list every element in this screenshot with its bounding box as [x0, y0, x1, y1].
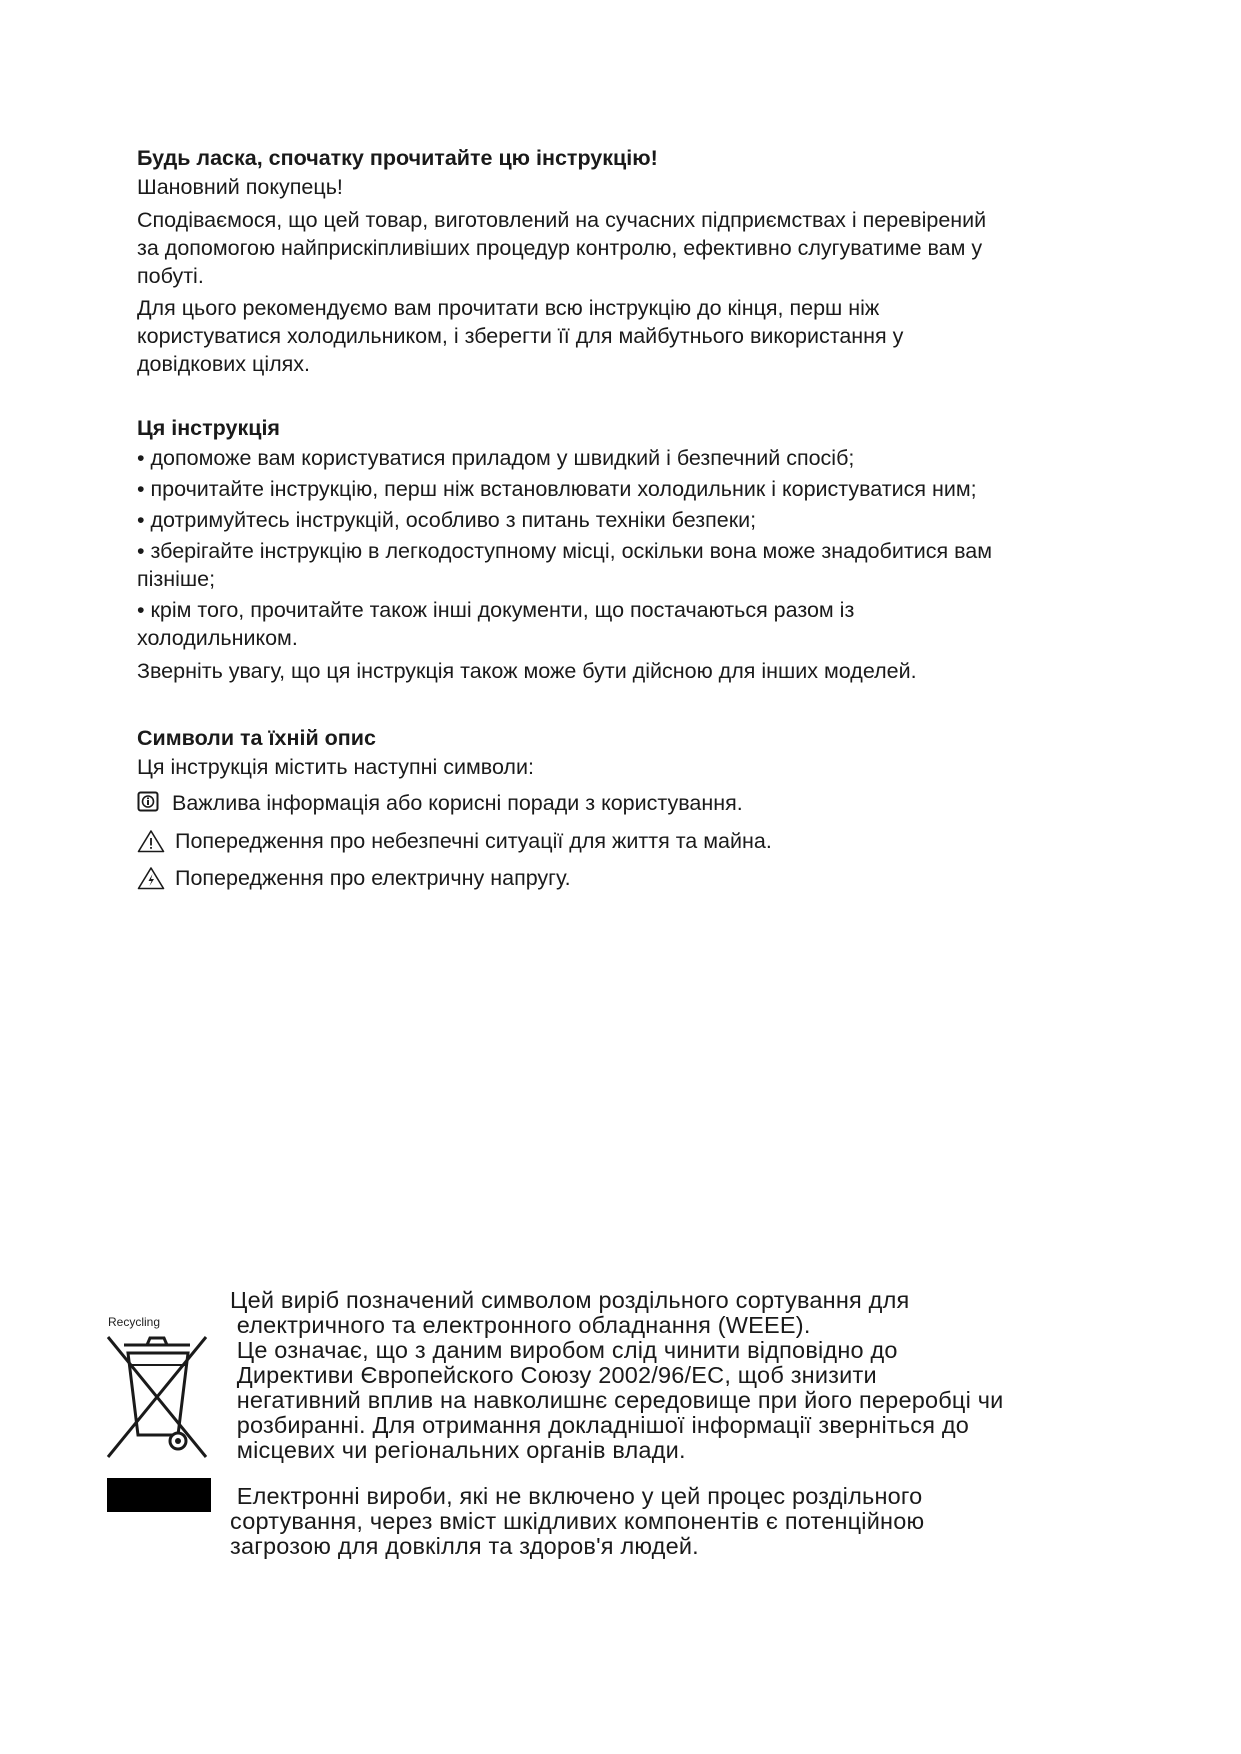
weee-logo: [100, 1315, 220, 1465]
info-icon: [137, 791, 159, 813]
text-line: загрозою для довкілля та здоров'я людей.: [230, 1533, 699, 1559]
weee-logo-text: Recycling: [108, 1315, 161, 1329]
instruction-note: Зверніть увагу, що ця інструкція також може бути дійсною для інших моделей.: [137, 659, 917, 683]
instruction-item: • допоможе вам користуватися приладом у швидкий і безпечний спосіб;: [137, 446, 855, 470]
intro-paragraph-2: [137, 294, 1097, 378]
text-line: Директиви Європейского Союзу 2002/96/EC, щоб знизити: [230, 1362, 877, 1388]
text-line: Електронні вироби, які не включено у цей процес роздільного: [230, 1483, 923, 1509]
text-line: розбиранні. Для отримання докладнішої інформації зверніться до: [230, 1412, 970, 1438]
weee-paragraph-2: [230, 1484, 924, 1559]
symbols-intro: Ця інструкція містить наступні символи:: [137, 755, 534, 779]
crossed-bin-icon: [102, 1329, 212, 1469]
text-line: Це означає, що з даним виробом слід чинити відповідно до: [230, 1337, 898, 1363]
instruction-item: [137, 537, 1097, 593]
text-line: довідкових цілях.: [137, 352, 311, 376]
text-line: пізніше;: [137, 567, 216, 591]
text-line: електричного та електронного обладнання (WEEE).: [230, 1312, 811, 1338]
instruction-title: Ця інструкція: [137, 416, 280, 440]
warning-icon: [137, 829, 165, 853]
instruction-item: • дотримуйтесь інструкцій, особливо з питань техніки безпеки;: [137, 508, 757, 532]
text-line: побуті.: [137, 264, 204, 288]
text-line: Цей виріб позначений символом роздільного сортування для: [230, 1287, 910, 1313]
text-line: Сподіваємося, що цей товар, виготовлений на сучасних підприємствах і перевірений: [137, 208, 987, 232]
symbol-info-text: Важлива інформація або корисні поради з користування.: [172, 791, 743, 815]
text-line: негативний вплив на навколишнє середовище при його переробці чи: [230, 1387, 1004, 1413]
intro-paragraph-1: [137, 206, 1097, 290]
symbol-warning-text: Попередження про небезпечні ситуації для життя та майна.: [175, 829, 772, 853]
weee-paragraph-1: [230, 1288, 1004, 1463]
symbol-electric-text: Попередження про електричну напругу.: [175, 866, 571, 890]
electric-warning-icon: [137, 866, 165, 890]
symbols-title: Символи та їхній опис: [137, 726, 376, 750]
instruction-item: • прочитайте інструкцію, перш ніж встановлювати холодильник і користуватися ним;: [137, 477, 977, 501]
text-line: холодильником.: [137, 626, 298, 650]
weee-black-bar: [107, 1478, 211, 1512]
text-line: користуватися холодильником, і зберегти її для майбутнього використання у: [137, 324, 904, 348]
intro-title: Будь ласка, спочатку прочитайте цю інструкцію!: [137, 146, 658, 170]
text-line: місцевих чи регіональних органів влади.: [230, 1437, 686, 1463]
instruction-item: [137, 596, 1097, 652]
text-line: Для цього рекомендуємо вам прочитати всю інструкцію до кінця, перш ніж: [137, 296, 880, 320]
text-line: • крім того, прочитайте також інші документи, що постачаються разом із: [137, 598, 855, 622]
text-line: • зберігайте інструкцію в легкодоступному місці, оскільки вона може знадобитися вам: [137, 539, 993, 563]
text-line: сортування, через вміст шкідливих компонентів є потенційною: [230, 1508, 925, 1534]
intro-greeting: Шановний покупець!: [137, 175, 343, 199]
text-line: за допомогою найприскіпливіших процедур контролю, ефективно слугуватиме вам у: [137, 236, 983, 260]
